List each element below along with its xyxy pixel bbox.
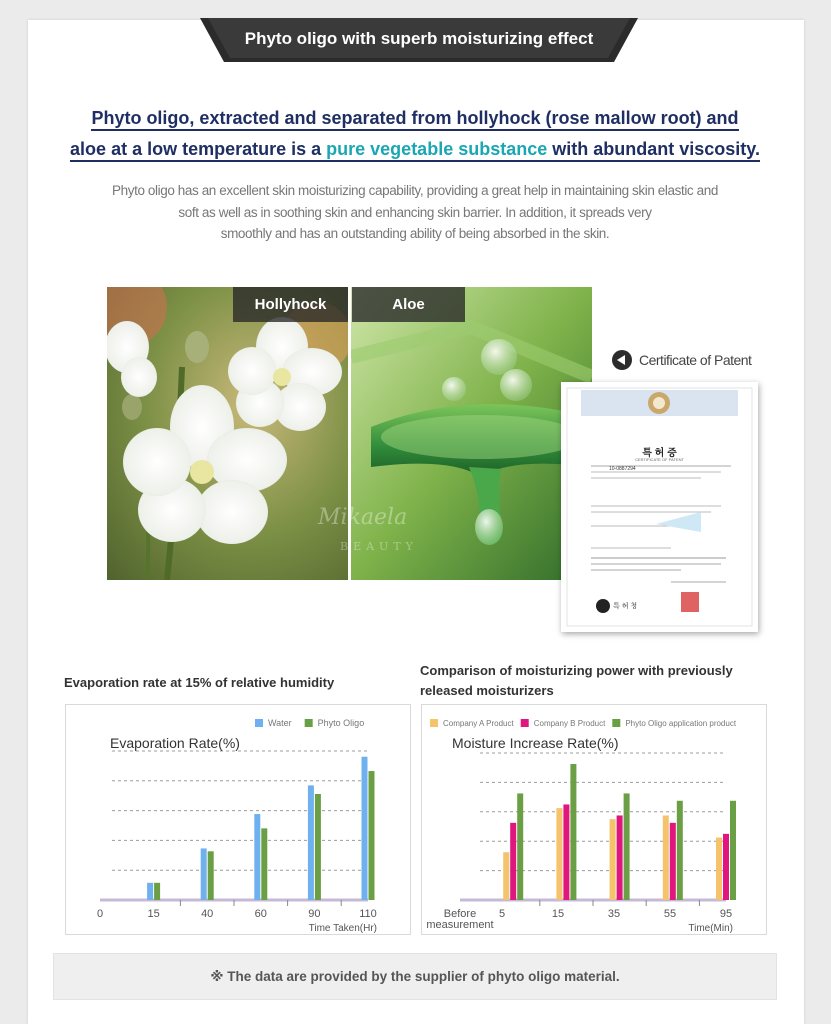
chart-2-legend-label-1: Company B Product bbox=[533, 719, 606, 728]
chart-1-legend-label-0: Water bbox=[268, 718, 292, 728]
description-line-2: soft as well as in soothing skin and enhancing skin barrier. In addition, it spreads very bbox=[178, 204, 652, 220]
chart-1-tick-label: 40 bbox=[201, 908, 214, 920]
chart-1-legend-swatch-0 bbox=[255, 719, 263, 727]
chart-2-y-axis-label: Moisture Increase Rate(%) bbox=[452, 735, 619, 751]
description-line-3: smoothly and has an outstanding ability of being absorbed in the skin. bbox=[220, 226, 610, 241]
section-banner bbox=[200, 18, 638, 62]
chart-1-tick-label: 15 bbox=[147, 908, 160, 920]
chart-1-bar-0 bbox=[147, 883, 153, 900]
chart-1-bar-1 bbox=[369, 771, 375, 900]
headline-highlight: pure vegetable substance bbox=[326, 139, 548, 159]
chart-2-bar-0 bbox=[716, 838, 722, 900]
certificate-doc-subtitle: CERTIFICATE OF PATENT bbox=[635, 457, 684, 462]
chart-1-bar-1 bbox=[154, 883, 160, 900]
chart-2-tick-label: 5 bbox=[498, 908, 506, 920]
aloe-photo bbox=[351, 287, 592, 580]
chart-1-bar-0 bbox=[362, 757, 368, 900]
chart-2-tick-label: Before bbox=[443, 908, 477, 920]
chart-2-bar-0 bbox=[610, 819, 616, 900]
aloe-label: Aloe bbox=[352, 287, 465, 322]
chart-1-legend-swatch-1 bbox=[305, 719, 313, 727]
certificate-number: 10-0887294 bbox=[609, 466, 636, 472]
certificate-doc-title: 특 허 증 bbox=[642, 448, 677, 459]
chart-1-bar-0 bbox=[308, 785, 314, 900]
watermark-line-2: BEAUTY bbox=[340, 540, 418, 553]
chart-1-legend-label-1: Phyto Oligo bbox=[317, 718, 365, 728]
chart-2-tick-label: 35 bbox=[607, 908, 621, 920]
chart-2-bar-1 bbox=[510, 823, 516, 900]
chart-1-bar-0 bbox=[201, 848, 207, 900]
hollyhock-photo bbox=[107, 287, 348, 580]
chart-2-svg bbox=[422, 705, 766, 934]
headline-line-2-text bbox=[70, 139, 760, 162]
description bbox=[60, 180, 770, 245]
chart-2-bar-2 bbox=[677, 801, 683, 900]
description-line-1: Phyto oligo has an excellent skin moisturizing capability, providing a great help in maintaining skin elastic and bbox=[112, 183, 718, 198]
chart-1-tick-label: 110 bbox=[359, 908, 377, 920]
hollyhock-label: Hollyhock bbox=[233, 287, 348, 322]
chart-1-tick-label: 90 bbox=[308, 908, 321, 920]
headline-suffix: with abundant viscosity. bbox=[547, 139, 760, 159]
certificate-issuer: 특 허 청 bbox=[613, 603, 638, 610]
banner-title: Phyto oligo with superb moisturizing effect bbox=[244, 29, 594, 48]
chart-1-y-axis-label: Evaporation Rate(%) bbox=[110, 735, 240, 751]
chart-2-tick-label: 55 bbox=[663, 908, 677, 920]
chart-2-legend-swatch-0 bbox=[430, 719, 438, 727]
footer-note: ※ The data are provided by the supplier of phyto oligo material. bbox=[53, 953, 777, 1000]
chart-2-legend-label-0: Company A Product bbox=[443, 719, 514, 728]
chart-2-legend-swatch-2 bbox=[612, 719, 620, 727]
patent-label-text: Certificate of Patent bbox=[639, 352, 752, 368]
chart-2-bar-1 bbox=[617, 815, 623, 900]
chart-2-x-axis-label: Time(Min) bbox=[688, 923, 733, 934]
patent-certificate-label bbox=[612, 350, 751, 370]
chart-2-bar-2 bbox=[517, 793, 523, 900]
chart-2-legend-swatch-1 bbox=[521, 719, 529, 727]
chart-1-title: Evaporation rate at 15% of relative humidity bbox=[64, 675, 335, 690]
chart-2-bar-1 bbox=[723, 834, 729, 900]
chart-2-bar-2 bbox=[570, 764, 576, 900]
play-back-icon bbox=[612, 350, 632, 370]
headline-line-1-text: Phyto oligo, extracted and separated from hollyhock (rose mallow root) and bbox=[91, 108, 738, 131]
chart-2-bar-0 bbox=[663, 815, 669, 900]
chart-1-tick-label: 0 bbox=[96, 908, 104, 920]
chart-1-box bbox=[65, 704, 411, 935]
chart-2-bar-2 bbox=[624, 793, 630, 900]
chart-2-tick-label: 95 bbox=[719, 908, 733, 920]
chart-1-bar-1 bbox=[261, 828, 267, 900]
chart-2-bar-2 bbox=[730, 801, 736, 900]
chart-1-bar-0 bbox=[254, 814, 260, 900]
chart-2-bar-1 bbox=[670, 823, 676, 900]
chart-1-bar-1 bbox=[315, 794, 321, 900]
chart-2-bar-1 bbox=[563, 804, 569, 900]
headline-prefix: aloe at a low temperature is a bbox=[70, 139, 327, 159]
chart-1-svg bbox=[66, 705, 410, 934]
watermark-line-1: Mikaela bbox=[318, 505, 408, 530]
headline-line-2 bbox=[40, 139, 790, 160]
headline-line-1 bbox=[40, 108, 790, 129]
chart-1-tick-label: 60 bbox=[254, 908, 267, 920]
chart-1-x-axis-label: Time Taken(Hr) bbox=[308, 923, 377, 934]
chart-2-tick-label: 15 bbox=[551, 908, 565, 920]
chart-1-bar-1 bbox=[208, 851, 214, 900]
chart-2-legend-label-2: Phyto Oligo application product bbox=[625, 719, 737, 728]
chart-2-bar-0 bbox=[556, 808, 562, 900]
chart-2-tick-label: measurement bbox=[426, 919, 494, 931]
patent-certificate-image bbox=[561, 382, 758, 632]
chart-2-box bbox=[421, 704, 767, 935]
chart-2-title: Comparison of moisturizing power with previously released moisturizers bbox=[420, 663, 733, 698]
chart-2-bar-0 bbox=[503, 852, 509, 900]
